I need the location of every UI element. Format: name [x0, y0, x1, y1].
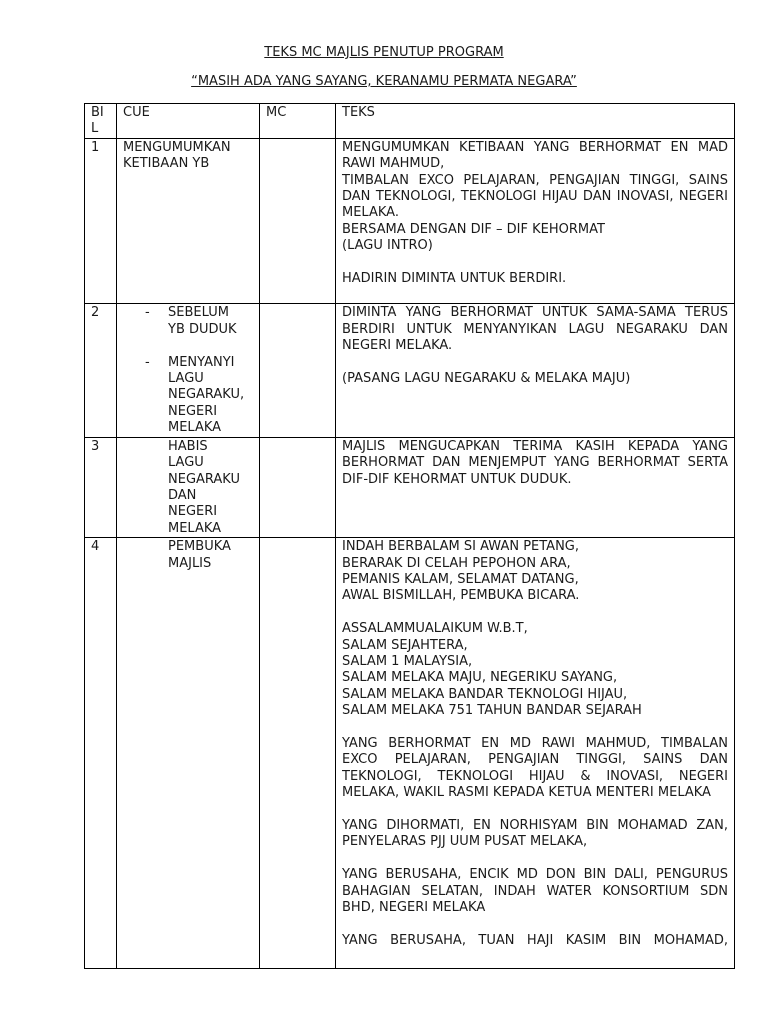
cue-text: SEBELUM YB DUDUK: [168, 305, 237, 337]
cue-bullet: [123, 439, 168, 537]
cell-cue: [117, 538, 260, 969]
cell-bil: 2: [85, 304, 117, 437]
teks-paragraph: YANG DIHORMATI, EN NORHISYAM BIN MOHAMAD ZAN, PENYELARAS PJJ UUM PUSAT MELAKA,: [342, 817, 728, 850]
cell-teks: [336, 538, 735, 969]
cell-bil: 3: [85, 437, 117, 537]
cue-list-item: [123, 355, 253, 437]
cell-mc: [260, 304, 336, 437]
document-title: TEKS MC MAJLIS PENUTUP PROGRAM: [264, 45, 504, 60]
cell-bil: 1: [85, 138, 117, 304]
cue-bullet: -: [145, 305, 150, 321]
teks-paragraph: (PASANG LAGU NEGARAKU & MELAKA MAJU): [342, 371, 631, 387]
cell-cue: [117, 304, 260, 437]
cell-mc: [260, 437, 336, 537]
teks-paragraph: INDAH BERBALAM SI AWAN PETANG, BERARAK DI CELAH PEPOHON ARA, PEMANIS KALAM, SELAMAT DATANG, AWAL BISMILLAH, PEMBUKA BICARA.: [342, 539, 580, 604]
teks-paragraph: YANG BERUSAHA, TUAN HAJI KASIM BIN MOHAMAD,: [342, 932, 728, 948]
teks-paragraph: DIMINTA YANG BERHORMAT UNTUK SAMA-SAMA TERUS BERDIRI UNTUK MENYANYIKAN LAGU NEGARAKU DAN NEGERI MELAKA.: [342, 305, 728, 354]
cell-cue: [117, 138, 260, 304]
cell-teks: [336, 304, 735, 437]
table-row: [85, 304, 735, 437]
cue-list-item: [123, 439, 253, 537]
cue-bullet: -: [145, 354, 150, 370]
table-row: [85, 138, 735, 304]
document-subtitle: “MASIH ADA YANG SAYANG, KERANAMU PERMATA NEGARA”: [191, 74, 577, 89]
header-mc: MC: [260, 104, 336, 139]
cell-teks: [336, 138, 735, 304]
cell-mc: [260, 138, 336, 304]
header-teks: TEKS: [336, 104, 735, 139]
cell-teks: [336, 437, 735, 537]
teks-paragraph: MAJLIS MENGUCAPKAN TERIMA KASIH KEPADA YANG BERHORMAT DAN MENJEMPUT YANG BERHORMAT SERTA DIF-DIF KEHORMAT UNTUK DUDUK.: [342, 438, 728, 487]
table-row: [85, 437, 735, 537]
cue-text: MENYANYI LAGU NEGARAKU, NEGERI MELAKA: [168, 354, 245, 436]
cue-list-item: [123, 305, 253, 338]
cell-bil: 4: [85, 538, 117, 969]
cell-mc: [260, 538, 336, 969]
cue-bullet: [123, 539, 168, 572]
table-row: [85, 538, 735, 969]
teks-paragraph: MENGUMUMKAN KETIBAAN YANG BERHORMAT EN MAD RAWI MAHMUD, TIMBALAN EXCO PELAJARAN, PENGAJIAN TINGGI, SAINS DAN TEKNOLOGI, TEKNOLOGI HIJAU DAN INOVASI, NEGERI MELAKA. BERSAMA DENGAN DIF – DIF KEHORMAT (LAGU INTRO): [342, 139, 728, 254]
teks-paragraph: YANG BERUSAHA, ENCIK MD DON BIN DALI, PENGURUS BAHAGIAN SELATAN, INDAH WATER KONSORTIUM SDN BHD, NEGERI MELAKA: [342, 867, 728, 915]
cue-text: PEMBUKA MAJLIS: [168, 539, 231, 571]
table-header-row: [85, 104, 735, 139]
teks-paragraph: YANG BERHORMAT EN MD RAWI MAHMUD, TIMBALAN EXCO PELAJARAN, PENGAJIAN TINGGI, SAINS DAN TEKNOLOGI, TEKNOLOGI HIJAU & INOVASI, NEGERI MELAKA, WAKIL RASMI KEPADA KETUA MENTERI MELAKA: [342, 735, 728, 801]
cue-text: HABIS LAGU NEGARAKU DAN NEGERI MELAKA: [168, 438, 240, 536]
header-bil: BIL: [85, 104, 117, 139]
header-cue: CUE: [117, 104, 260, 139]
teks-paragraph: ASSALAMMUALAIKUM W.B.T, SALAM SEJAHTERA, SALAM 1 MALAYSIA, SALAM MELAKA MAJU, NEGERIKU SAYANG, SALAM MELAKA BANDAR TEKNOLOGI HIJAU, SALAM MELAKA 751 TAHUN BANDAR SEJARAH: [342, 621, 642, 719]
script-table: [84, 103, 735, 969]
cue-text: MENGUMUMKAN KETIBAAN YB: [123, 139, 231, 172]
teks-paragraph: HADIRIN DIMINTA UNTUK BERDIRI.: [342, 271, 567, 287]
cue-list-item: [123, 539, 253, 572]
cell-cue: [117, 437, 260, 537]
